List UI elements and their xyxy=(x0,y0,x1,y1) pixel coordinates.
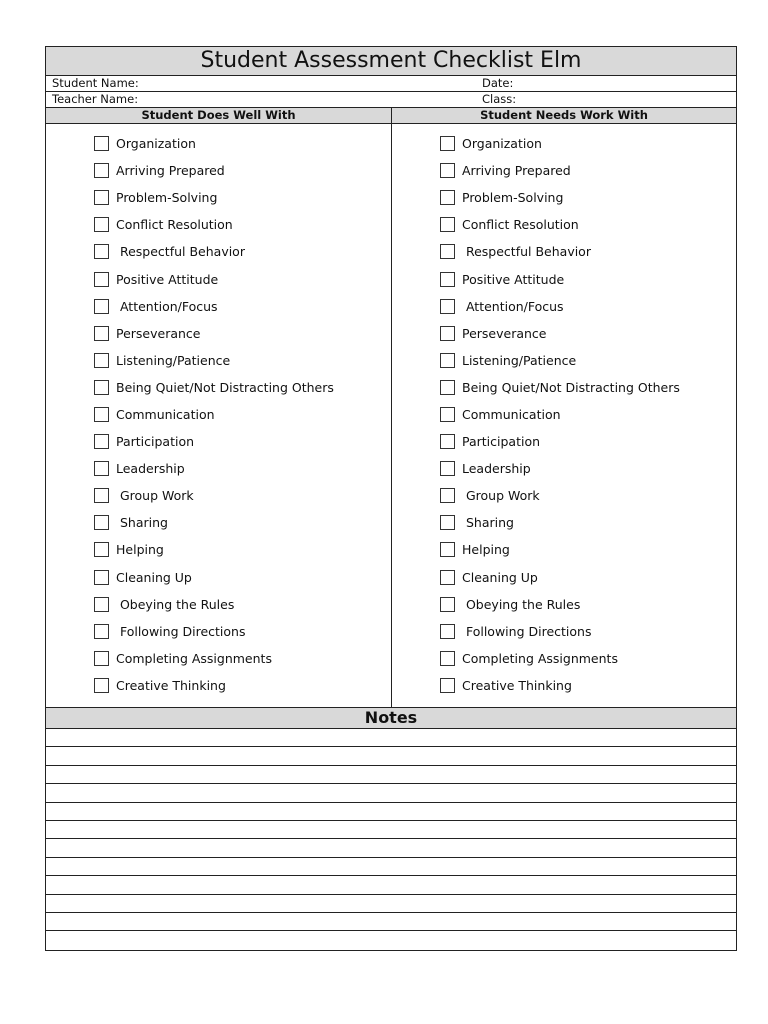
item-label: Attention/Focus xyxy=(116,298,218,314)
checkbox[interactable] xyxy=(94,651,109,666)
item-label: Perseverance xyxy=(462,325,547,341)
needs-work-item xyxy=(440,536,736,563)
checkbox[interactable] xyxy=(440,515,455,530)
assessment-sheet xyxy=(45,46,737,951)
checklist-columns xyxy=(46,124,736,708)
needs-work-item xyxy=(440,157,736,184)
checkbox[interactable] xyxy=(94,515,109,530)
checkbox[interactable] xyxy=(440,624,455,639)
item-label: Listening/Patience xyxy=(462,352,577,368)
does-well-item xyxy=(94,293,391,320)
note-line[interactable] xyxy=(46,895,736,913)
checkbox[interactable] xyxy=(94,461,109,476)
does-well-item xyxy=(94,211,391,238)
needs-work-item xyxy=(440,591,736,618)
needs-work-item xyxy=(440,293,736,320)
item-label: Completing Assignments xyxy=(462,650,618,666)
checkbox[interactable] xyxy=(94,597,109,612)
item-label: Leadership xyxy=(116,461,185,477)
does-well-header: Student Does Well With xyxy=(46,108,392,123)
checkbox[interactable] xyxy=(440,542,455,557)
checkbox[interactable] xyxy=(440,380,455,395)
does-well-column xyxy=(46,124,392,707)
does-well-item xyxy=(94,672,391,699)
note-line[interactable] xyxy=(46,876,736,894)
needs-work-item xyxy=(440,238,736,265)
needs-work-item xyxy=(440,265,736,292)
item-label: Arriving Prepared xyxy=(116,163,225,179)
item-label: Perseverance xyxy=(116,325,201,341)
does-well-item xyxy=(94,184,391,211)
item-label: Listening/Patience xyxy=(116,352,231,368)
item-label: Cleaning Up xyxy=(116,569,192,585)
item-label: Sharing xyxy=(462,515,514,531)
item-label: Being Quiet/Not Distracting Others xyxy=(116,379,334,395)
checkbox[interactable] xyxy=(440,217,455,232)
note-line[interactable] xyxy=(46,931,736,949)
checkbox[interactable] xyxy=(94,624,109,639)
checkbox[interactable] xyxy=(94,488,109,503)
checkbox[interactable] xyxy=(440,136,455,151)
does-well-item xyxy=(94,374,391,401)
item-label: Communication xyxy=(462,406,561,422)
does-well-item xyxy=(94,265,391,292)
checkbox[interactable] xyxy=(94,678,109,693)
note-line[interactable] xyxy=(46,747,736,765)
needs-work-item xyxy=(440,564,736,591)
does-well-item xyxy=(94,238,391,265)
item-label: Creative Thinking xyxy=(116,677,226,693)
does-well-item xyxy=(94,320,391,347)
note-line[interactable] xyxy=(46,803,736,821)
needs-work-item xyxy=(440,509,736,536)
item-label: Completing Assignments xyxy=(116,650,272,666)
checkbox[interactable] xyxy=(94,326,109,341)
does-well-item xyxy=(94,455,391,482)
checkbox[interactable] xyxy=(440,407,455,422)
item-label: Problem-Solving xyxy=(116,190,218,206)
checkbox[interactable] xyxy=(94,136,109,151)
item-label: Respectful Behavior xyxy=(116,244,245,260)
checkbox[interactable] xyxy=(440,244,455,259)
info-row-student xyxy=(46,76,736,92)
needs-work-item xyxy=(440,618,736,645)
checkbox[interactable] xyxy=(440,353,455,368)
item-label: Conflict Resolution xyxy=(462,217,579,233)
needs-work-item xyxy=(440,320,736,347)
does-well-item xyxy=(94,536,391,563)
does-well-item xyxy=(94,157,391,184)
class-field[interactable]: Class: xyxy=(482,92,517,106)
item-label: Following Directions xyxy=(116,623,246,639)
checkbox[interactable] xyxy=(94,163,109,178)
item-label: Creative Thinking xyxy=(462,677,572,693)
needs-work-item xyxy=(440,672,736,699)
item-label: Positive Attitude xyxy=(462,271,565,287)
needs-work-header: Student Needs Work With xyxy=(480,108,648,122)
does-well-item xyxy=(94,130,391,157)
item-label: Following Directions xyxy=(462,623,592,639)
needs-work-item xyxy=(440,211,736,238)
note-line[interactable] xyxy=(46,913,736,931)
needs-work-item xyxy=(440,374,736,401)
teacher-name-field[interactable]: Teacher Name: xyxy=(52,92,139,106)
checkbox[interactable] xyxy=(94,380,109,395)
needs-work-item xyxy=(440,428,736,455)
checkbox[interactable] xyxy=(94,434,109,449)
note-line[interactable] xyxy=(46,729,736,747)
needs-work-item xyxy=(440,455,736,482)
needs-work-item xyxy=(440,184,736,211)
item-label: Obeying the Rules xyxy=(116,596,235,612)
item-label: Organization xyxy=(462,136,542,152)
checkbox[interactable] xyxy=(94,542,109,557)
needs-work-item xyxy=(440,645,736,672)
item-label: Conflict Resolution xyxy=(116,217,233,233)
item-label: Cleaning Up xyxy=(462,569,538,585)
checkbox[interactable] xyxy=(440,434,455,449)
item-label: Being Quiet/Not Distracting Others xyxy=(462,379,680,395)
needs-work-column xyxy=(392,124,736,707)
checkbox[interactable] xyxy=(94,299,109,314)
needs-work-item xyxy=(440,482,736,509)
does-well-item xyxy=(94,347,391,374)
checkbox[interactable] xyxy=(94,217,109,232)
item-label: Obeying the Rules xyxy=(462,596,581,612)
note-line[interactable] xyxy=(46,766,736,784)
date-field[interactable]: Date: xyxy=(482,76,514,90)
item-label: Attention/Focus xyxy=(462,298,564,314)
student-name-field[interactable]: Student Name: xyxy=(52,76,139,90)
item-label: Helping xyxy=(462,542,510,558)
item-label: Leadership xyxy=(462,461,531,477)
does-well-item xyxy=(94,591,391,618)
checkbox[interactable] xyxy=(440,190,455,205)
info-row-teacher xyxy=(46,92,736,108)
checkbox[interactable] xyxy=(440,299,455,314)
checkbox[interactable] xyxy=(440,488,455,503)
column-headers xyxy=(46,108,736,124)
item-label: Helping xyxy=(116,542,164,558)
item-label: Participation xyxy=(462,434,541,450)
does-well-item xyxy=(94,482,391,509)
checkbox[interactable] xyxy=(440,272,455,287)
checkbox[interactable] xyxy=(440,570,455,585)
checkbox[interactable] xyxy=(440,326,455,341)
item-label: Group Work xyxy=(116,488,194,504)
checkbox[interactable] xyxy=(94,244,109,259)
item-label: Problem-Solving xyxy=(462,190,564,206)
needs-work-item xyxy=(440,401,736,428)
needs-work-item xyxy=(440,347,736,374)
does-well-item xyxy=(94,428,391,455)
checkbox[interactable] xyxy=(94,407,109,422)
page-title: Student Assessment Checklist Elm xyxy=(46,47,736,76)
item-label: Positive Attitude xyxy=(116,271,219,287)
notes-area[interactable] xyxy=(46,729,736,950)
note-line[interactable] xyxy=(46,821,736,839)
checkbox[interactable] xyxy=(440,597,455,612)
checkbox[interactable] xyxy=(94,190,109,205)
checkbox[interactable] xyxy=(440,678,455,693)
checkbox[interactable] xyxy=(440,163,455,178)
item-label: Sharing xyxy=(116,515,168,531)
needs-work-item xyxy=(440,130,736,157)
note-line[interactable] xyxy=(46,784,736,802)
does-well-item xyxy=(94,618,391,645)
item-label: Arriving Prepared xyxy=(462,163,571,179)
checkbox[interactable] xyxy=(440,461,455,476)
item-label: Respectful Behavior xyxy=(462,244,591,260)
does-well-item xyxy=(94,564,391,591)
item-label: Participation xyxy=(116,434,195,450)
note-line[interactable] xyxy=(46,858,736,876)
checkbox[interactable] xyxy=(440,651,455,666)
does-well-item xyxy=(94,401,391,428)
does-well-item xyxy=(94,509,391,536)
note-line[interactable] xyxy=(46,839,736,857)
item-label: Organization xyxy=(116,136,196,152)
checkbox[interactable] xyxy=(94,353,109,368)
checkbox[interactable] xyxy=(94,570,109,585)
notes-header: Notes xyxy=(46,708,736,729)
does-well-item xyxy=(94,645,391,672)
item-label: Communication xyxy=(116,406,215,422)
checkbox[interactable] xyxy=(94,272,109,287)
item-label: Group Work xyxy=(462,488,540,504)
